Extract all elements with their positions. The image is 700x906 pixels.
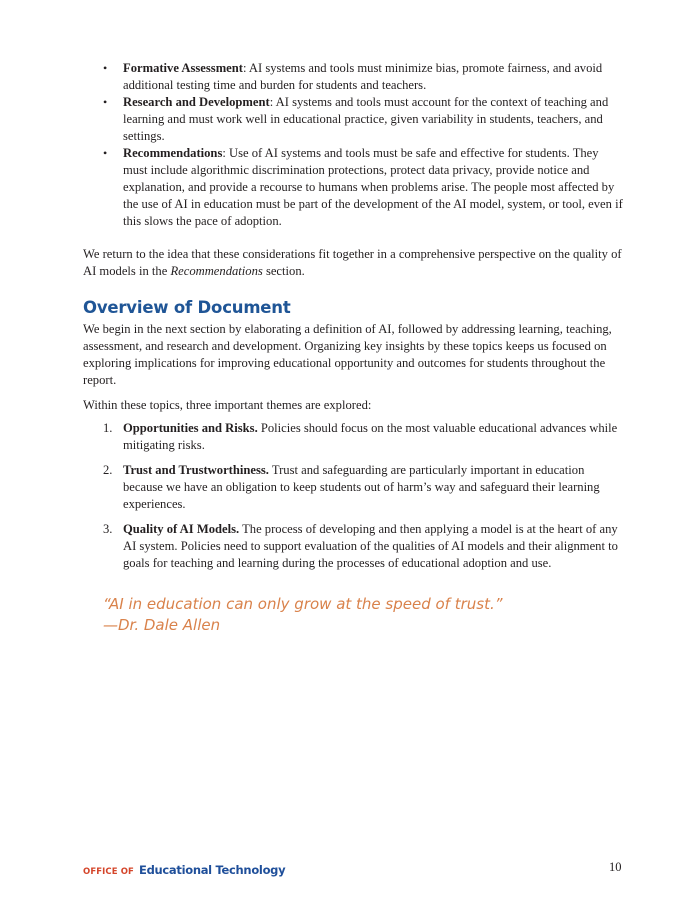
list-item-text: AI systems and tools must account for the context of teaching and learning and must work well in educational practice, given variability in students, teachers, and settings. [123,95,609,143]
considerations-list [83,60,623,230]
closing-paragraph: We return to the idea that these considerations fit together in a comprehensive perspective on the quality of AI models in the Recommendations section. [83,247,622,278]
office-logo [83,859,285,878]
logo-office-of: OFFICE OF [83,867,134,877]
bullet-icon: • [103,146,108,160]
bullet-icon: • [103,61,108,75]
pull-quote [103,594,623,636]
theme-item [83,420,623,454]
bullet-icon: • [103,95,108,109]
theme-number: 3. [103,522,113,536]
list-item: • Research and Development: AI systems and tools must account for the context of teaching and learning and must work well in educational practice, given variability in students, teachers, and settings. [103,95,609,143]
theme-item [83,462,623,513]
quote-attribution: —Dr. Dale Allen [103,616,221,634]
quote-text: “AI in education can only grow at the speed of trust.” [103,595,503,613]
list-item-term: Research and Development [123,95,270,109]
themes-list [83,420,623,572]
theme-text: The process of developing and then applying a model is at the heart of any AI system. Policies need to support evaluation of the qualities of AI models and their alignment to goals for teaching and learning during the processes of educational adoption and use. [123,522,618,570]
list-item-text: AI systems and tools must minimize bias, promote fairness, and avoid additional testing time and burden for students and teachers. [123,61,603,92]
list-item: • Formative Assessment: AI systems and tools must minimize bias, promote fairness, and avoid additional testing time and burden for students and teachers. [103,61,603,92]
theme-text: Trust and safeguarding are particularly important in education because we have an obligation to keep students out of harm’s way and safeguard their learning experiences. [123,463,600,511]
theme-text: Policies should focus on the most valuable educational advances while mitigating risks. [123,421,618,452]
theme-term: Quality of AI Models. [123,522,240,536]
document-page [83,60,623,636]
logo-educational-technology: Educational Technology [139,863,286,877]
intro-paragraph: We begin in the next section by elaborating a definition of AI, followed by addressing learning, teaching, assessment, and research and development. Organizing key insights by these topics keeps us focused on exploring implications for improving educational opportunity and outcomes for students throughout the report. [83,322,612,387]
theme-number: 1. [103,421,113,435]
themes-lead: Within these topics, three important themes are explored: [83,398,372,412]
page-number: 10 [609,860,622,874]
recommendations-reference: Recommendations [170,264,263,278]
theme-term: Opportunities and Risks. [123,421,258,435]
list-item-term: Recommendations [123,146,223,160]
list-item: • Recommendations: Use of AI systems and tools must be safe and effective for students. They must include algorithmic discrimination protections, protect data privacy, provide notice and explanation, and provide a recourse to humans when problems arise. The people most affected by the use of AI in education must be part of the development of the AI model, system, or tool, even if this slows the pace of adoption. [103,146,623,228]
section-heading: Overview of Document [83,298,291,317]
list-item-term: Formative Assessment [123,61,243,75]
theme-term: Trust and Trustworthiness. [123,463,269,477]
theme-item [83,521,623,572]
theme-number: 2. [103,463,113,477]
list-item-text: Use of AI systems and tools must be safe and effective for students. They must include algorithmic discrimination protections, protect data privacy, provide notice and explanation, and provide a recourse to humans when problems arise. The people most affected by the use of AI in education must be part of the development of the AI model, system, or tool, even if this slows the pace of adoption. [123,146,623,228]
